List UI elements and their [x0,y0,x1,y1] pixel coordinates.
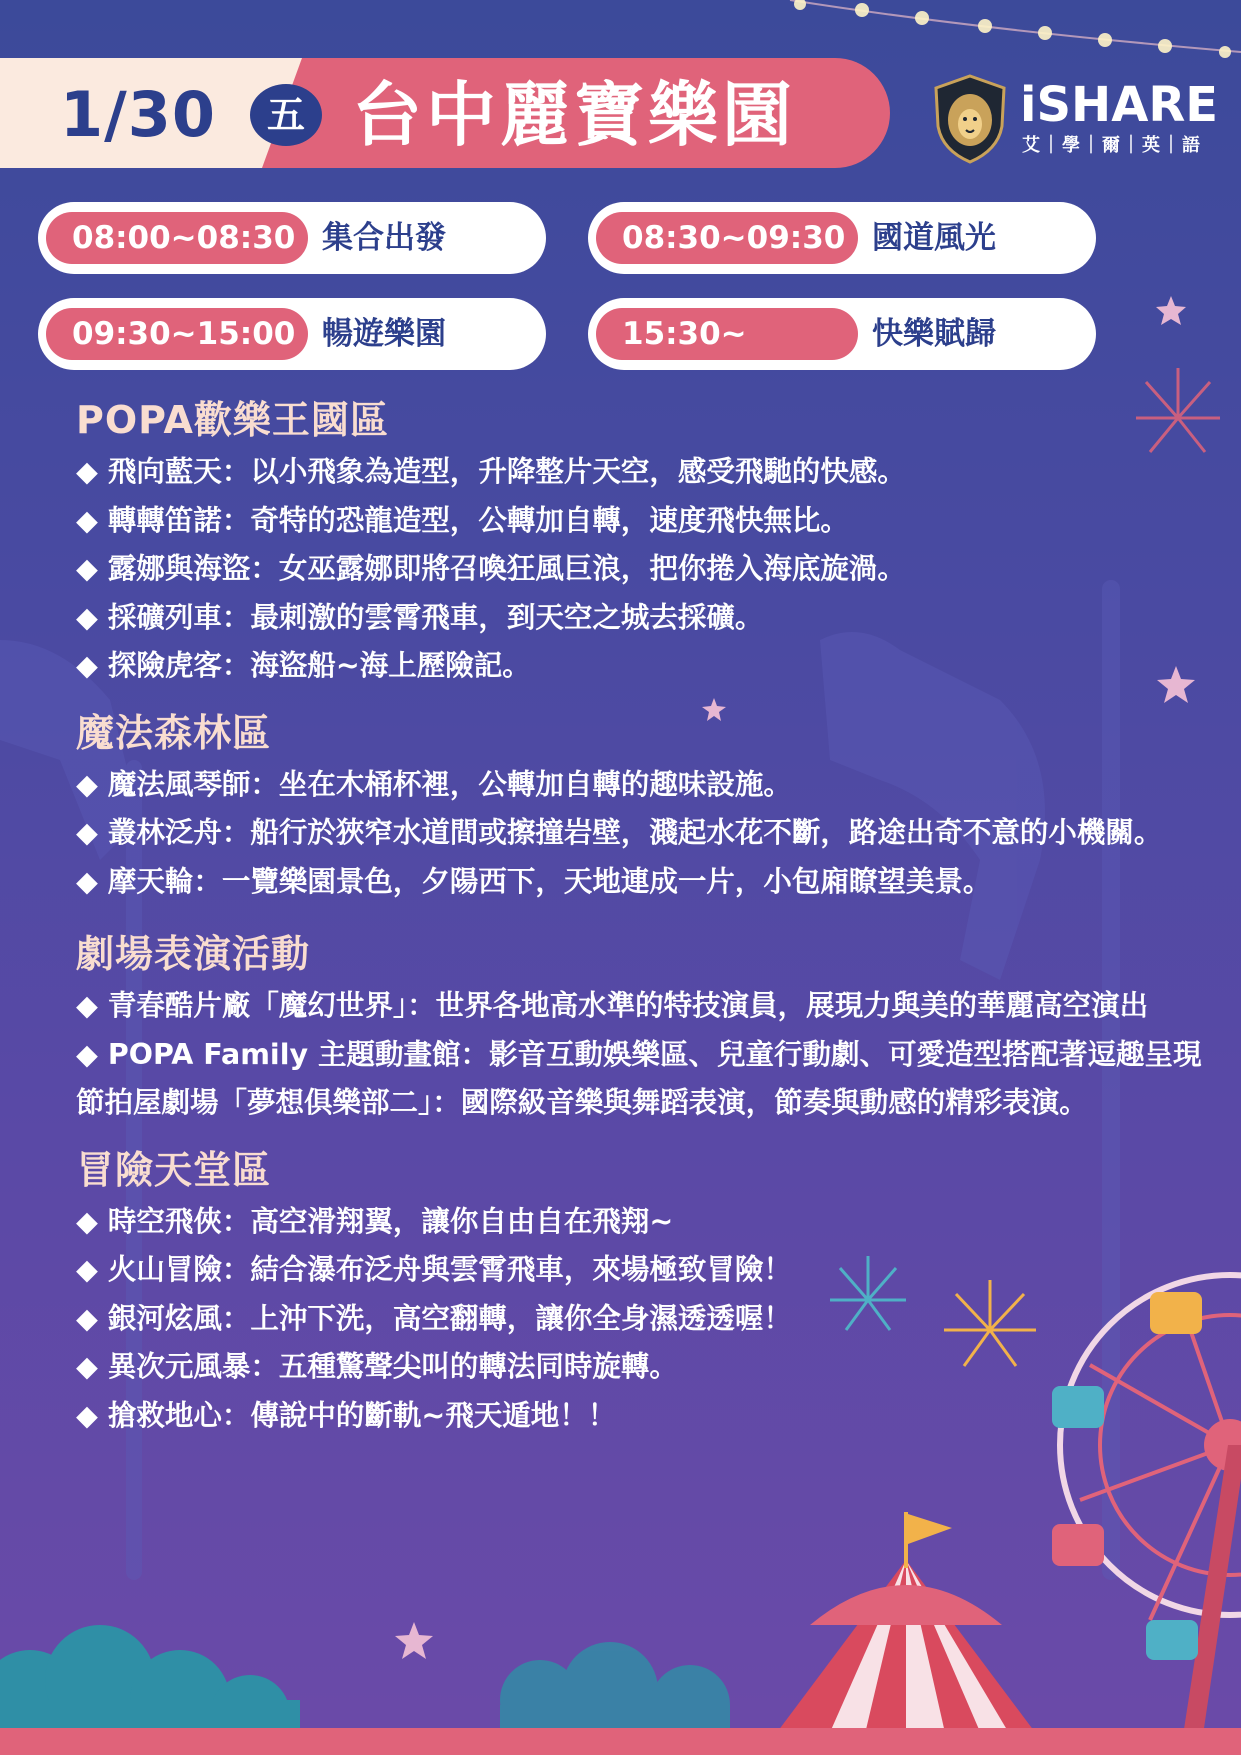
schedule-label: 集合出發 [322,220,446,256]
section-title: 魔法森林區 [76,710,272,755]
logo-name: iSHARE [1020,77,1219,133]
list-item: ◆ 採礦列車：最刺激的雲霄飛車，到天空之城去採礦。 [76,600,764,634]
page-title: 台中麗寶樂園 [352,74,796,156]
schedule-time: 08:00~08:30 [46,212,308,264]
logo-subtitle: 艾｜學｜爾｜英｜語 [1022,135,1202,156]
list-item: ◆ 銀河炫風：上沖下洗，高空翻轉，讓你全身濕透透喔！ [76,1301,792,1335]
schedule-time: 08:30~09:30 [596,212,858,264]
schedule-label: 國道風光 [872,220,996,256]
list-item: ◆ 摩天輪：一覽樂園景色，夕陽西下，天地連成一片，小包廂瞭望美景。 [76,864,992,898]
section-magic-forest [76,705,1210,907]
event-date: 1/30 [60,78,217,151]
schedule-item [588,202,1096,274]
schedule-time: 15:30~ [596,308,858,360]
list-item: ◆ 飛向藍天：以小飛象為造型，升降整片天空，感受飛馳的快感。 [76,455,906,488]
ishare-logo [932,74,1219,164]
weekday-badge: 五 [250,84,322,146]
list-item: ◆ 搶救地心：傳說中的斷軌~飛天遁地！！ [76,1398,617,1432]
section-title: 劇場表演活動 [76,932,311,976]
list-item: ◆ 火山冒險：結合瀑布泛舟與雲霄飛車，來場極致冒險！ [76,1253,792,1286]
section-adventure-paradise [76,1142,1210,1441]
section-title: POPA歡樂王國區 [76,398,389,442]
section-title: 冒險天堂區 [76,1147,272,1192]
schedule-label: 暢遊樂園 [322,316,446,352]
schedule-label: 快樂賦歸 [872,316,996,352]
attractions-list [76,392,1210,1440]
list-item: ◆ 叢林泛舟：船行於狹窄水道間或擦撞岩壁，濺起水花不斷，路途出奇不意的小機關。 [76,816,1163,849]
list-item: ◆ 探險虎客：海盜船~海上歷險記。 [76,649,531,682]
schedule-item [588,298,1096,370]
section-theater-shows [76,926,1210,1128]
list-item: ◆ 露娜與海盜：女巫露娜即將召喚狂風巨浪，把你捲入海底旋渦。 [76,552,906,585]
lion-shield-icon [932,74,1008,164]
list-item: ◆ 時空飛俠：高空滑翔翼，讓你自由自在飛翔~ [76,1204,674,1238]
schedule-item [38,202,546,274]
schedule-item [38,298,546,370]
schedule-time: 09:30~15:00 [46,308,308,360]
list-item: ◆ 轉轉笛諾：奇特的恐龍造型，公轉加自轉，速度飛快無比。 [76,503,849,537]
list-item: ◆ 魔法風琴師：坐在木桶杯裡，公轉加自轉的趣味設施。 [76,767,792,801]
list-item: ◆ 青春酷片廠「魔幻世界」：世界各地高水準的特技演員，展現力與美的華麗高空演出 [76,989,1149,1022]
list-item: ◆ POPA Family 主題動畫館：影音互動娛樂區、兒童行動劇、可愛造型搭配著逗趣呈現節拍屋劇場「夢想俱樂部二」：國際級音樂與舞蹈表演，節奏與動感的精彩表演。 [76,1037,1202,1119]
list-item: ◆ 異次元風暴：五種驚聲尖叫的轉法同時旋轉。 [76,1350,678,1383]
section-popa-kingdom [76,392,1210,691]
